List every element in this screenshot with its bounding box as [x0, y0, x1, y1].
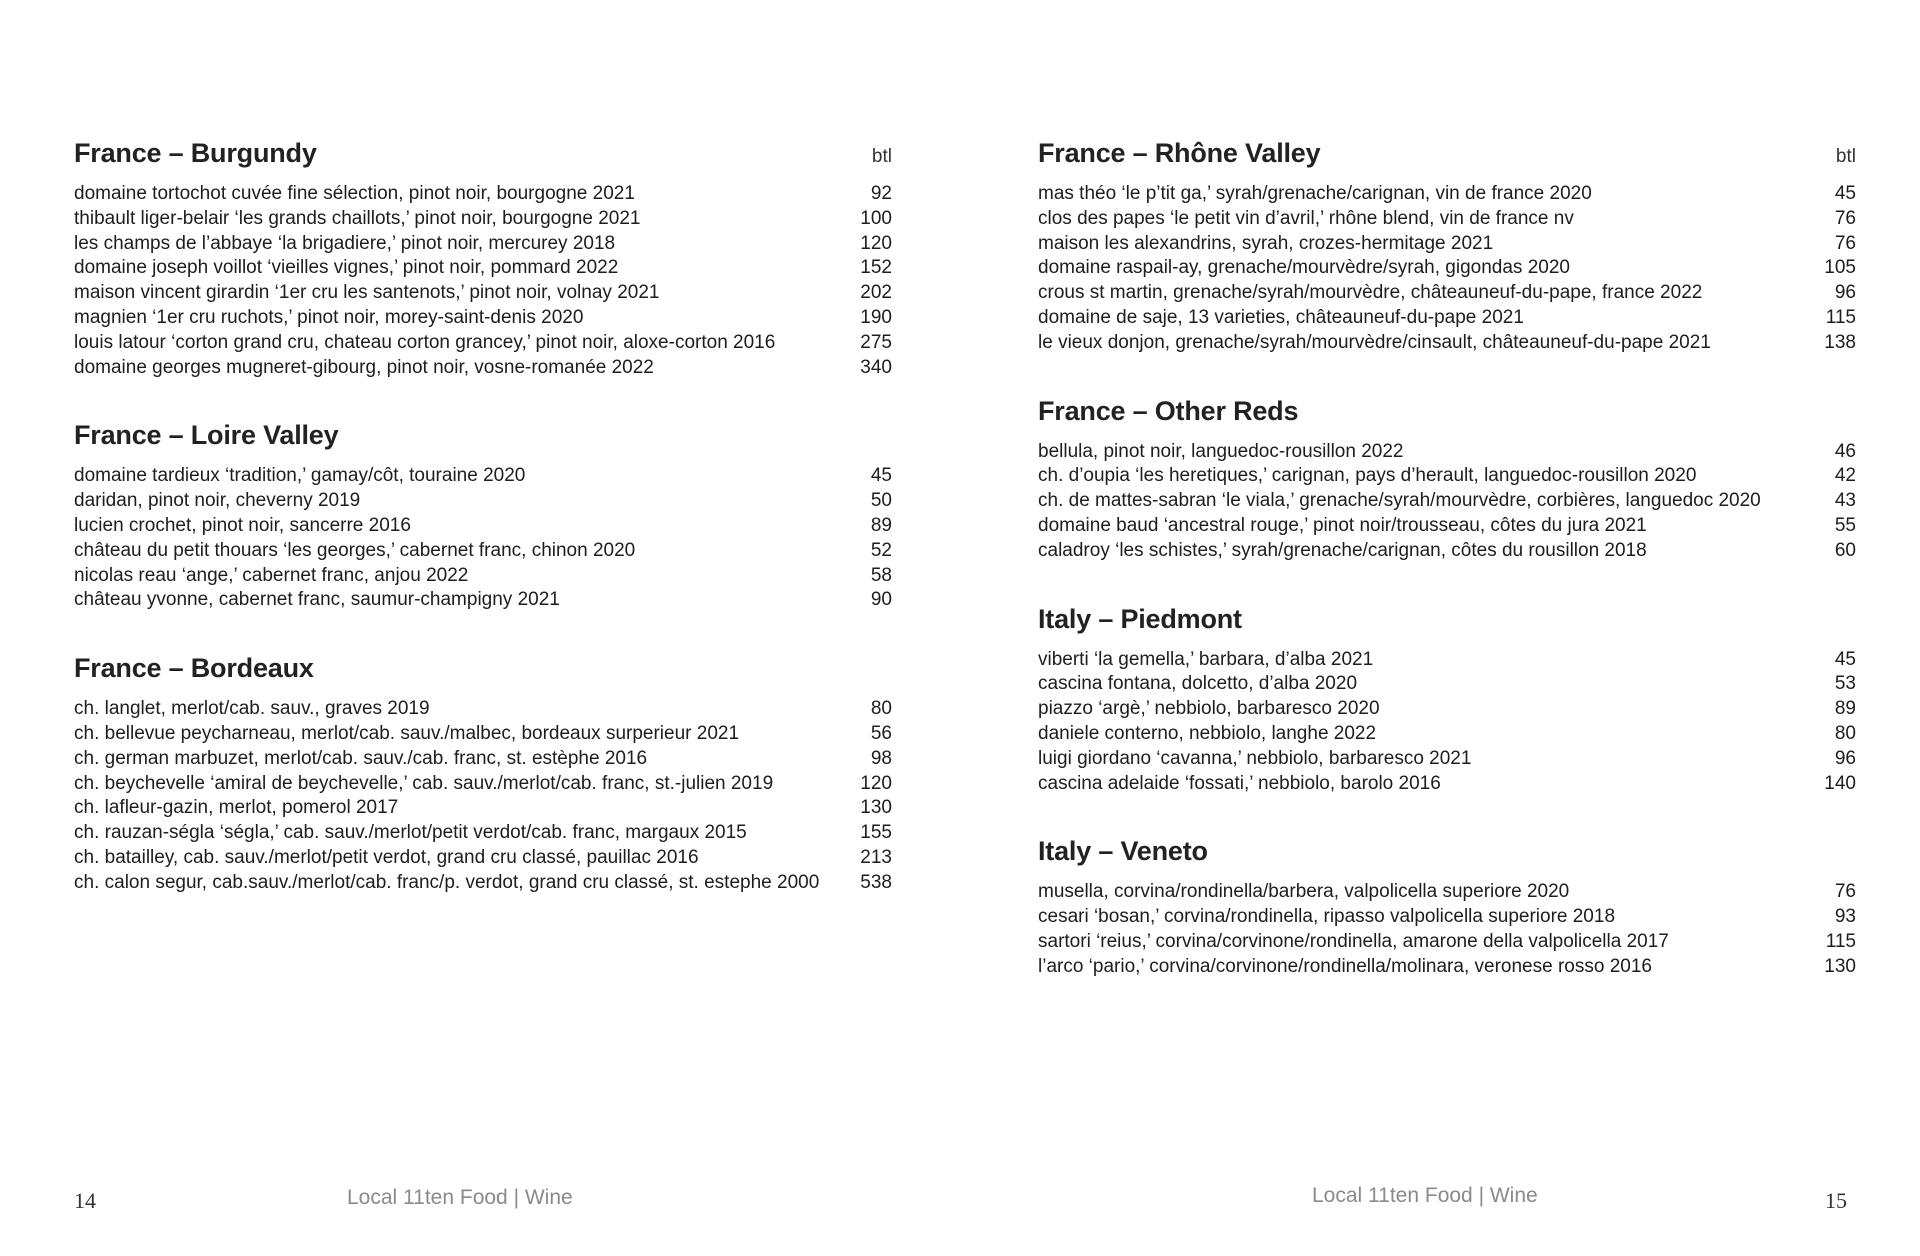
wine-name: magnien ‘1er cru ruchots,’ pinot noir, morey-saint-denis 2020 [74, 306, 584, 328]
wine-price: 76 [1834, 881, 1856, 903]
wine-row [74, 697, 892, 722]
wine-row [74, 821, 892, 846]
wine-price: 60 [1834, 539, 1856, 561]
wine-row [74, 331, 892, 356]
section-title: France – Burgundy [74, 138, 317, 168]
wine-price: 89 [870, 514, 892, 536]
wine-list [74, 182, 892, 380]
wine-row [1038, 930, 1856, 955]
wine-price: 92 [870, 183, 892, 204]
wine-name: cascina fontana, dolcetto, d’alba 2020 [1038, 673, 1358, 695]
wine-row [1038, 905, 1856, 930]
wine-row [1038, 955, 1856, 980]
wine-row [1038, 880, 1856, 905]
wine-section [74, 138, 892, 380]
wine-row [74, 256, 892, 281]
wine-price: 120 [860, 232, 892, 254]
wine-row [1038, 232, 1856, 257]
wine-name: domaine tardieux ‘tradition,’ gamay/côt, touraine 2020 [74, 465, 526, 487]
wine-name: cascina adelaide ‘fossati,’ nebbiolo, barolo 2016 [1038, 772, 1441, 794]
bottle-column-label: btl [1835, 146, 1856, 167]
wine-price: 42 [1834, 465, 1856, 487]
section-header [74, 653, 892, 685]
wine-name: piazzo ‘argè,’ nebbiolo, barbaresco 2020 [1038, 698, 1380, 720]
wine-list [1038, 182, 1856, 356]
section-title: Italy – Piedmont [1038, 603, 1242, 634]
wine-name: domaine raspail-ay, grenache/mourvèdre/syrah, gigondas 2020 [1038, 257, 1570, 279]
wine-row [1038, 648, 1856, 673]
wine-price: 105 [1824, 257, 1856, 279]
wine-row [74, 747, 892, 772]
wine-name: luigi giordano ‘cavanna,’ nebbiolo, barbaresco 2021 [1038, 747, 1472, 769]
wine-list [1038, 648, 1856, 797]
wine-name: domaine de saje, 13 varieties, châteauneuf-du-pape 2021 [1038, 306, 1524, 328]
wine-row [74, 232, 892, 257]
wine-name: ch. bellevue peycharneau, merlot/cab. sauv./malbec, bordeaux surperieur 2021 [74, 722, 740, 744]
wine-row [74, 489, 892, 514]
wine-price: 138 [1824, 331, 1856, 353]
wine-price: 45 [870, 465, 892, 487]
wine-name: cesari ‘bosan,’ corvina/rondinella, ripasso valpolicella superiore 2018 [1038, 906, 1616, 928]
wine-row [74, 464, 892, 489]
section-title: France – Bordeaux [74, 653, 314, 684]
wine-row [74, 281, 892, 306]
wine-name: ch. de mattes-sabran ‘le viala,’ grenache/syrah/mourvèdre, corbières, languedoc 2020 [1038, 490, 1761, 512]
wine-name: ch. langlet, merlot/cab. sauv., graves 2019 [74, 698, 430, 720]
wine-price: 80 [1834, 722, 1856, 744]
wine-row [74, 514, 892, 539]
section-header [1038, 138, 1856, 170]
wine-name: ch. beychevelle ‘amiral de beychevelle,’ cab. sauv./merlot/cab. franc, st.-julien 2019 [74, 772, 774, 794]
wine-row [1038, 182, 1856, 207]
wine-row [74, 356, 892, 381]
wine-name: clos des papes ‘le petit vin d’avril,’ rhône blend, vin de france nv [1038, 207, 1574, 229]
wine-price: 130 [860, 797, 892, 819]
wine-row [1038, 772, 1856, 797]
wine-row [74, 182, 892, 207]
wine-price: 140 [1824, 772, 1856, 794]
wine-row [74, 796, 892, 821]
section-header [1038, 604, 1856, 636]
wine-price: 76 [1834, 207, 1856, 229]
wine-name: ch. lafleur-gazin, merlot, pomerol 2017 [74, 797, 399, 819]
wine-name: maison les alexandrins, syrah, crozes-hermitage 2021 [1038, 232, 1494, 254]
wine-price: 45 [1834, 183, 1856, 204]
wine-name: daridan, pinot noir, cheverny 2019 [74, 490, 361, 512]
wine-price: 52 [870, 539, 892, 561]
wine-price: 100 [860, 207, 892, 229]
wine-price: 202 [860, 282, 892, 304]
left-wine-column [74, 138, 892, 936]
wine-price: 275 [860, 331, 892, 353]
wine-price: 155 [860, 822, 892, 844]
wine-price: 115 [1825, 930, 1856, 952]
wine-price: 130 [1824, 955, 1856, 977]
wine-row [1038, 672, 1856, 697]
wine-price: 115 [1825, 306, 1856, 328]
wine-section [1038, 604, 1856, 797]
wine-row [74, 539, 892, 564]
wine-name: domaine baud ‘ancestral rouge,’ pinot noir/trousseau, côtes du jura 2021 [1038, 514, 1647, 536]
wine-name: viberti ‘la gemella,’ barbara, d’alba 2021 [1038, 648, 1374, 670]
wine-name: nicolas reau ‘ange,’ cabernet franc, anjou 2022 [74, 564, 469, 586]
wine-list [74, 464, 892, 613]
wine-price: 45 [1834, 648, 1856, 670]
wine-row [74, 588, 892, 613]
wine-name: musella, corvina/rondinella/barbera, valpolicella superiore 2020 [1038, 881, 1570, 903]
wine-row [74, 772, 892, 797]
section-title: France – Loire Valley [74, 420, 339, 451]
wine-price: 80 [870, 698, 892, 720]
wine-section [1038, 836, 1856, 979]
wine-row [1038, 207, 1856, 232]
wine-price: 58 [870, 564, 892, 586]
wine-row [1038, 489, 1856, 514]
wine-row [1038, 514, 1856, 539]
footer-brand: Local 11ten Food | Wine [1312, 1184, 1538, 1207]
bottle-column-label: btl [871, 146, 892, 167]
wine-row [1038, 331, 1856, 356]
section-header [1038, 836, 1856, 868]
wine-name: louis latour ‘corton grand cru, chateau corton grancey,’ pinot noir, aloxe-corton 2016 [74, 331, 776, 353]
section-title: France – Rhône Valley [1038, 138, 1321, 168]
wine-price: 55 [1834, 514, 1856, 536]
wine-row [1038, 722, 1856, 747]
wine-row [1038, 697, 1856, 722]
section-header [74, 138, 892, 170]
wine-price: 90 [870, 589, 892, 611]
wine-price: 89 [1834, 698, 1856, 720]
wine-name: l’arco ‘pario,’ corvina/corvinone/rondinella/molinara, veronese rosso 2016 [1038, 955, 1652, 977]
wine-price: 96 [1834, 282, 1856, 304]
wine-price: 98 [870, 747, 892, 769]
wine-row [74, 846, 892, 871]
wine-name: domaine joseph voillot ‘vieilles vignes,’ pinot noir, pommard 2022 [74, 257, 619, 279]
wine-name: sartori ‘reius,’ corvina/corvinone/rondinella, amarone della valpolicella 2017 [1038, 930, 1669, 952]
wine-name: ch. rauzan-ségla ‘ségla,’ cab. sauv./merlot/petit verdot/cab. franc, margaux 2015 [74, 822, 747, 844]
wine-name: ch. calon segur, cab.sauv./merlot/cab. franc/p. verdot, grand cru classé, st. estephe 2000 [74, 871, 820, 893]
wine-name: maison vincent girardin ‘1er cru les santenots,’ pinot noir, volnay 2021 [74, 282, 660, 304]
wine-name: caladroy ‘les schistes,’ syrah/grenache/carignan, côtes du rousillon 2018 [1038, 539, 1647, 561]
wine-name: les champs de l’abbaye ‘la brigadiere,’ pinot noir, mercurey 2018 [74, 232, 616, 254]
section-title: Italy – Veneto [1038, 836, 1208, 867]
wine-price: 93 [1834, 906, 1856, 928]
page-number: 15 [1825, 1188, 1847, 1213]
wine-row [1038, 256, 1856, 281]
right-page [960, 0, 1920, 1256]
wine-name: château du petit thouars ‘les georges,’ cabernet franc, chinon 2020 [74, 539, 636, 561]
wine-price: 120 [860, 772, 892, 794]
wine-section [74, 653, 892, 895]
wine-row [74, 871, 892, 896]
wine-price: 538 [860, 871, 892, 893]
page-number: 14 [74, 1188, 96, 1213]
wine-price: 213 [860, 846, 892, 868]
wine-price: 50 [870, 490, 892, 512]
wine-price: 43 [1834, 490, 1856, 512]
wine-name: lucien crochet, pinot noir, sancerre 2016 [74, 514, 411, 536]
section-header [1038, 396, 1856, 428]
wine-list [1038, 880, 1856, 979]
wine-name: ch. d’oupia ‘les heretiques,’ carignan, pays d’herault, languedoc-rousillon 2020 [1038, 465, 1697, 487]
wine-list [1038, 440, 1856, 564]
wine-name: daniele conterno, nebbiolo, langhe 2022 [1038, 722, 1377, 744]
wine-section [74, 420, 892, 613]
wine-name: domaine georges mugneret-gibourg, pinot noir, vosne-romanée 2022 [74, 356, 654, 378]
section-header [74, 420, 892, 452]
wine-name: bellula, pinot noir, languedoc-rousillon 2022 [1038, 440, 1404, 462]
wine-name: ch. german marbuzet, merlot/cab. sauv./cab. franc, st. estèphe 2016 [74, 747, 648, 769]
wine-name: château yvonne, cabernet franc, saumur-champigny 2021 [74, 589, 560, 611]
section-title: France – Other Reds [1038, 395, 1299, 426]
wine-row [1038, 440, 1856, 465]
wine-row [74, 564, 892, 589]
wine-row [74, 722, 892, 747]
wine-name: domaine tortochot cuvée fine sélection, pinot noir, bourgogne 2021 [74, 183, 635, 204]
wine-price: 53 [1834, 673, 1856, 695]
wine-price: 96 [1834, 747, 1856, 769]
wine-price: 340 [860, 356, 892, 378]
right-wine-column [1038, 138, 1856, 1020]
wine-row [74, 207, 892, 232]
wine-name: ch. batailley, cab. sauv./merlot/petit verdot, grand cru classé, pauillac 2016 [74, 846, 699, 868]
wine-price: 190 [860, 306, 892, 328]
wine-name: crous st martin, grenache/syrah/mourvèdre, châteauneuf-du-pape, france 2022 [1038, 282, 1703, 304]
wine-row [74, 306, 892, 331]
wine-row [1038, 747, 1856, 772]
wine-price: 76 [1834, 232, 1856, 254]
wine-section [1038, 396, 1856, 564]
wine-row [1038, 281, 1856, 306]
wine-name: mas théo ‘le p’tit ga,’ syrah/grenache/carignan, vin de france 2020 [1038, 183, 1592, 204]
wine-name: thibault liger-belair ‘les grands chaillots,’ pinot noir, bourgogne 2021 [74, 207, 641, 229]
footer-brand: Local 11ten Food | Wine [347, 1186, 573, 1209]
wine-row [1038, 539, 1856, 564]
wine-list [74, 697, 892, 895]
wine-row [1038, 306, 1856, 331]
wine-section [1038, 138, 1856, 356]
wine-row [1038, 464, 1856, 489]
wine-price: 56 [870, 722, 892, 744]
wine-name: le vieux donjon, grenache/syrah/mourvèdre/cinsault, châteauneuf-du-pape 2021 [1038, 331, 1711, 353]
wine-price: 46 [1834, 440, 1856, 462]
wine-price: 152 [860, 257, 892, 279]
